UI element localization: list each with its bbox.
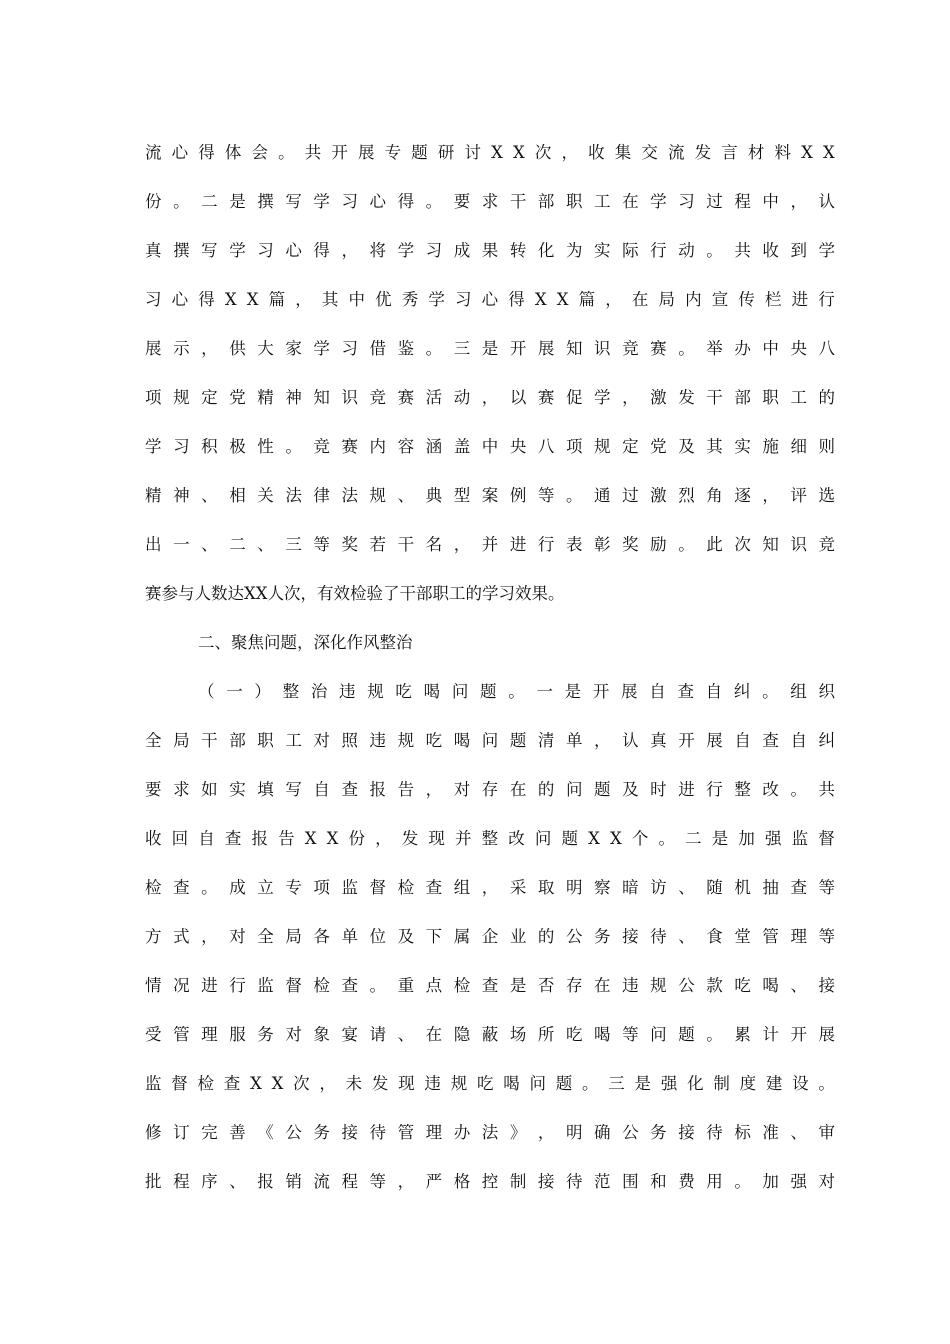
section-heading: 二、聚焦问题，深化作风整治 (198, 633, 413, 652)
text-line: 全 局 干 部 职 工 对 照 违 规 吃 喝 问 题 清 单 ， 认 真 开 展 自 查 自 纠 (145, 731, 835, 750)
text-line: 份 。 二 是 撰 写 学 习 心 得 。 要 求 干 部 职 工 在 学 习 过 程 中 ， 认 (145, 192, 835, 211)
text-line: 出 一 、 二 、 三 等 奖 若 干 名 ， 并 进 行 表 彰 奖 励 。 此 次 知 识 竞 (145, 535, 835, 554)
body-text (145, 128, 835, 1206)
text-line: 受 管 理 服 务 对 象 宴 请 、 在 隐 蔽 场 所 吃 喝 等 问 题 。 累 计 开 展 (145, 1025, 835, 1044)
text-line: 真 撰 写 学 习 心 得 ， 将 学 习 成 果 转 化 为 实 际 行 动 。 共 收 到 学 (145, 241, 835, 260)
text-line: （ 一 ） 整 治 违 规 吃 喝 问 题 。 一 是 开 展 自 查 自 纠 。 组 织 (198, 682, 835, 701)
text-line: 修 订 完 善 《 公 务 接 待 管 理 办 法 》 ， 明 确 公 务 接 待 标 准 、 审 (145, 1123, 835, 1142)
text-line: 情 况 进 行 监 督 检 查 。 重 点 检 查 是 否 存 在 违 规 公 款 吃 喝 、 接 (145, 976, 835, 995)
text-line: 展 示 ， 供 大 家 学 习 借 鉴 。 三 是 开 展 知 识 竞 赛 。 举 办 中 央 八 (145, 339, 835, 358)
text-line: 方 式 ， 对 全 局 各 单 位 及 下 属 企 业 的 公 务 接 待 、 食 堂 管 理 等 (145, 927, 835, 946)
text-line: 要 求 如 实 填 写 自 查 报 告 ， 对 存 在 的 问 题 及 时 进 行 整 改 。 共 (145, 780, 835, 799)
text-line: 项 规 定 党 精 神 知 识 竞 赛 活 动 ， 以 赛 促 学 ， 激 发 干 部 职 工 的 (145, 388, 835, 407)
text-line: 流 心 得 体 会 。 共 开 展 专 题 研 讨 X X 次 ， 收 集 交 流 发 言 材 料 X X (145, 143, 835, 162)
text-line: 赛参与人数达XX人次，有效检验了干部职工的学习效果。 (145, 584, 565, 603)
text-line: 监 督 检 查 X X 次 ， 未 发 现 违 规 吃 喝 问 题 。 三 是 强 化 制 度 建 设 。 (145, 1074, 835, 1093)
text-line: 收 回 自 查 报 告 X X 份 ， 发 现 并 整 改 问 题 X X 个 。 二 是 加 强 监 督 (145, 829, 835, 848)
text-line: 学 习 积 极 性 。 竞 赛 内 容 涵 盖 中 央 八 项 规 定 党 及 其 实 施 细 则 (145, 437, 835, 456)
text-line: 精 神 、 相 关 法 律 法 规 、 典 型 案 例 等 。 通 过 激 烈 角 逐 ， 评 选 (145, 486, 835, 505)
text-line: 习 心 得 X X 篇 ， 其 中 优 秀 学 习 心 得 X X 篇 ， 在 局 内 宣 传 栏 进 行 (145, 290, 835, 309)
text-line: 批 程 序 、 报 销 流 程 等 ， 严 格 控 制 接 待 范 围 和 费 用 。 加 强 对 (145, 1172, 835, 1191)
text-line: 检 查 。 成 立 专 项 监 督 检 查 组 ， 采 取 明 察 暗 访 、 随 机 抽 查 等 (145, 878, 835, 897)
